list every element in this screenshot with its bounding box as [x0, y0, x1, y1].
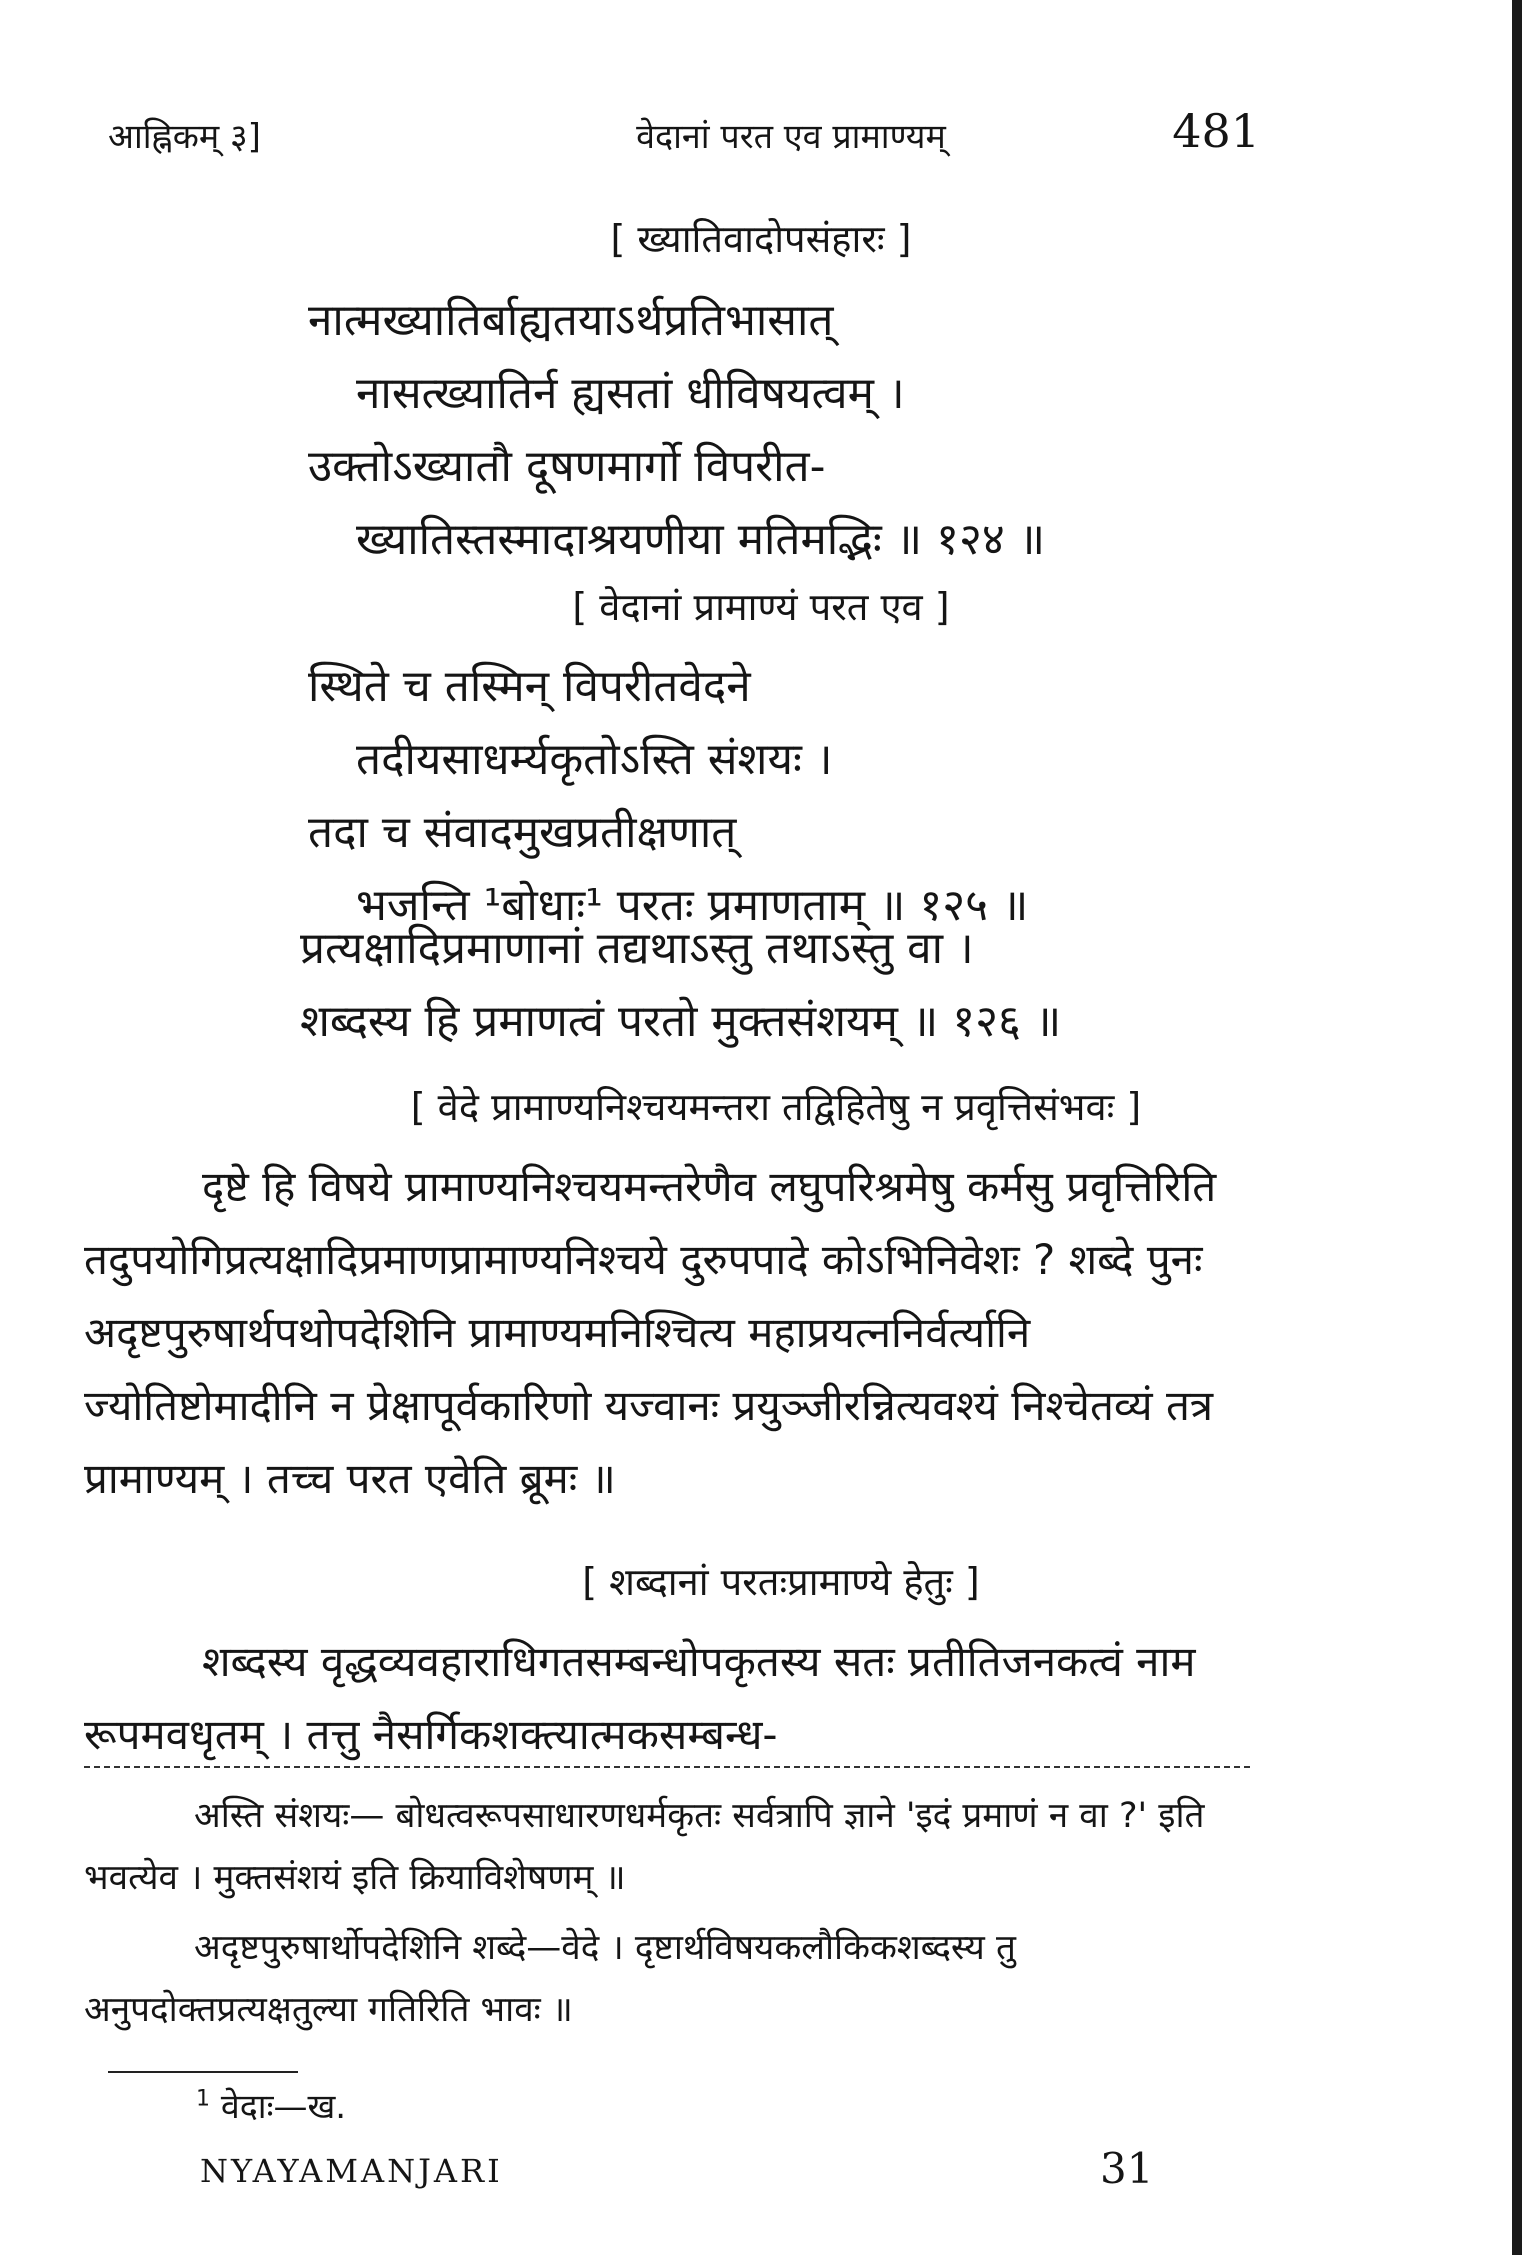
section-heading-khyativada: [ ख्यातिवादोपसंहारः ] [610, 217, 912, 261]
commentary-paragraph [84, 1150, 1250, 1515]
signature-mark: 31 [1100, 2144, 1154, 2193]
variant-reading [196, 2082, 346, 2128]
verse-124 [308, 284, 1045, 576]
verse-line: ख्यातिस्तस्मादाश्रयणीया मतिमद्भिः ॥ १२४ ॥ [356, 514, 1046, 565]
verse-line: स्थिते च तस्मिन् विपरीतवेदने [308, 661, 751, 712]
section-heading-vedanam: [ वेदानां प्रामाण्यं परत एव ] [572, 585, 950, 629]
footnote-separator [84, 1766, 1250, 1771]
page-edge [1512, 0, 1522, 2255]
verse-line: शब्दस्य हि प्रमाणत्वं परतो मुक्तसंशयम् ॥ १२६ ॥ [300, 996, 1062, 1047]
verse-line: नासत्ख्यातिर्न ह्यसतां धीविषयत्वम् । [356, 368, 905, 419]
section-heading-pravrtti: [ वेदे प्रामाण्यनिश्चयमन्तरा तद्विहितेषु न प्रवृत्तिसंभवः ] [410, 1085, 1142, 1129]
verse-line: नात्मख्यातिर्बाह्यतयाऽर्थप्रतिभासात् [308, 295, 834, 346]
footnote-text: अदृष्टपुरुषार्थोपदेशिनि शब्दे—वेदे । दृष्टार्थविषयकलौकिकशब्दस्य तु अनुपदोक्तप्रत्यक्षतुल्या गतिरिति भावः ॥ [84, 1928, 1016, 2030]
variant-separator [108, 2071, 298, 2073]
page-number: 481 [1172, 104, 1260, 158]
variant-mark: 1 [196, 2086, 210, 2112]
paragraph-text: दृष्टे हि विषये प्रामाण्यनिश्चयमन्तरेणैव लघुपरिश्रमेषु कर्मसु प्रवृत्तिरिति तदुपयोगिप्रत्यक्षादिप्रमाणप्रामाण्यनिश्चये दुरुपपादे कोऽभिनिवेशः ? शब्दे पुनः अदृष्टपुरुषार्थपथोपदेशिनि प्रामाण्यमनिश्चित्य महाप्रयत्ननिर्वर्त्यानि ज्योतिष्टोमादीनि न प्रेक्षापूर्वकारिणो यज्वानः प्रयुञ्जीरन्नित्यवश्यं निश्चेतव्यं तत्र प्रामाण्यम् । तच्च परत एवेति ब्रूमः ॥ [84, 1162, 1217, 1503]
running-head-title: वेदानां परत एव प्रामाण्यम् [636, 117, 946, 157]
footnotes [84, 1785, 1250, 2041]
footnote-text: अस्ति संशयः— बोधत्वरूपसाधारणधर्मकृतः सर्वत्रापि ज्ञाने 'इदं प्रमाणं न वा ?' इति भवत्येव । मुक्तसंशयं इति क्रियाविशेषणम् ॥ [84, 1796, 1205, 1898]
commentary-paragraph [84, 1625, 1250, 1771]
running-head-left: आह्निकम् ३] [108, 117, 261, 157]
verse-line: तदा च संवादमुखप्रतीक्षणात् [308, 807, 737, 858]
verse-line: तदीयसाधर्म्यकृतोऽस्ति संशयः । [356, 734, 833, 785]
paragraph-text: शब्दस्य वृद्धव्यवहाराधिगतसम्बन्धोपकृतस्य सतः प्रतीतिजनकत्वं नाम रूपमवधृतम् । तत्तु नैसर्गिकशक्त्यात्मकसम्बन्ध- [84, 1637, 1196, 1759]
variant-text: वेदाः—ख. [220, 2087, 347, 2127]
verse-line: उक्तोऽख्यातौ दूषणमार्गो विपरीत- [308, 441, 826, 492]
verse-line: प्रत्यक्षादिप्रमाणानां तद्यथाऽस्तु तथाऽस्तु वा । [300, 923, 974, 974]
verse-126 [300, 912, 1061, 1058]
verse-line: भजन्ति ¹बोधाः¹ परतः प्रमाणताम् ॥ १२५ ॥ [356, 880, 1029, 931]
section-heading-paratah: [ शब्दानां परतःप्रामाण्ये हेतुः ] [582, 1560, 980, 1604]
verse-125 [308, 650, 1028, 942]
series-name: NYAYAMANJARI [200, 2152, 503, 2190]
